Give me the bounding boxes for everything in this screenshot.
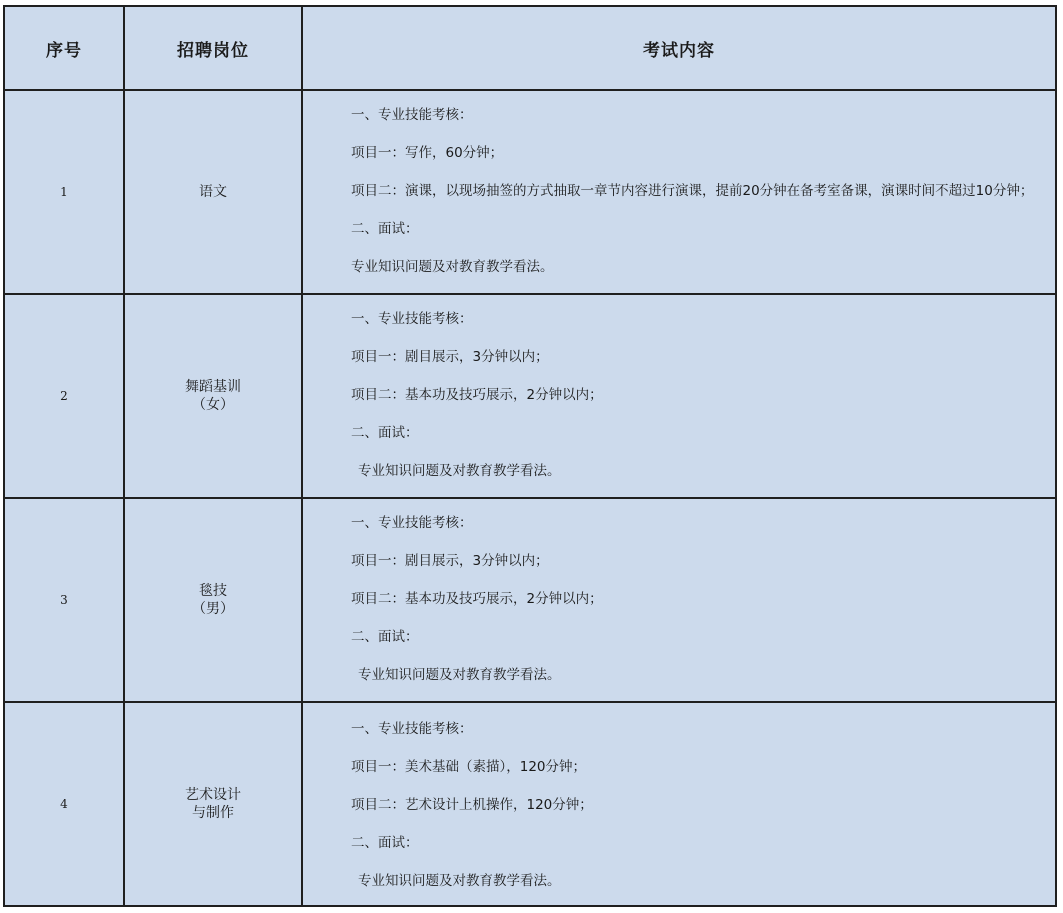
- content-line: 二、面试：: [351, 425, 419, 441]
- content-line: 一、专业技能考核：: [351, 107, 473, 123]
- content-line: 项目一：剧目展示，3分钟以内；: [351, 349, 549, 365]
- position-line: 与制作: [192, 805, 234, 821]
- header-position: 招聘岗位: [125, 7, 303, 91]
- content-line: 一、专业技能考核：: [351, 515, 473, 531]
- row-position: [125, 499, 303, 703]
- content-line: 项目一：美术基础（素描），120分钟；: [351, 759, 587, 775]
- position-line: 艺术设计: [185, 787, 241, 803]
- header-seq: 序号: [5, 7, 125, 91]
- position-line: 毯技: [199, 583, 227, 599]
- content-line: 二、面试：: [351, 835, 419, 851]
- content-line: 专业知识问题及对教育教学看法。: [351, 259, 554, 275]
- row-seq: 1: [5, 91, 125, 295]
- row-seq: 4: [5, 703, 125, 905]
- content-line: 二、面试：: [351, 221, 419, 237]
- row-seq: 3: [5, 499, 125, 703]
- row-position: [125, 703, 303, 905]
- content-line: 项目二：艺术设计上机操作，120分钟；: [351, 797, 593, 813]
- content-line: 二、面试：: [351, 629, 419, 645]
- content-line: 一、专业技能考核：: [351, 311, 473, 327]
- content-line: 专业知识问题及对教育教学看法。: [358, 667, 561, 683]
- row-position: [125, 295, 303, 499]
- exam-table: [3, 5, 1057, 907]
- content-line: 项目二：基本功及技巧展示，2分钟以内；: [351, 591, 603, 607]
- content-line: 项目一：写作，60分钟；: [351, 145, 504, 161]
- position-line: 语文: [199, 184, 227, 200]
- position-line: （女）: [192, 397, 234, 413]
- content-line: 项目二：演课，以现场抽签的方式抽取一章节内容进行演课，提前20分钟在备考室备课，演课时间不超过10分钟；: [351, 183, 1034, 199]
- content-line: 专业知识问题及对教育教学看法。: [358, 463, 561, 479]
- content-line: 专业知识问题及对教育教学看法。: [358, 873, 561, 889]
- position-line: （男）: [192, 601, 234, 617]
- row-seq: 2: [5, 295, 125, 499]
- content-line: 一、专业技能考核：: [351, 721, 473, 737]
- content-line: 项目二：基本功及技巧展示，2分钟以内；: [351, 387, 603, 403]
- content-line: 项目一：剧目展示，3分钟以内；: [351, 553, 549, 569]
- position-line: 舞蹈基训: [185, 379, 241, 395]
- row-content: [303, 499, 1055, 703]
- row-position: [125, 91, 303, 295]
- header-content: 考试内容: [303, 7, 1055, 91]
- row-content: [303, 91, 1055, 295]
- row-content: [303, 703, 1055, 905]
- row-content: [303, 295, 1055, 499]
